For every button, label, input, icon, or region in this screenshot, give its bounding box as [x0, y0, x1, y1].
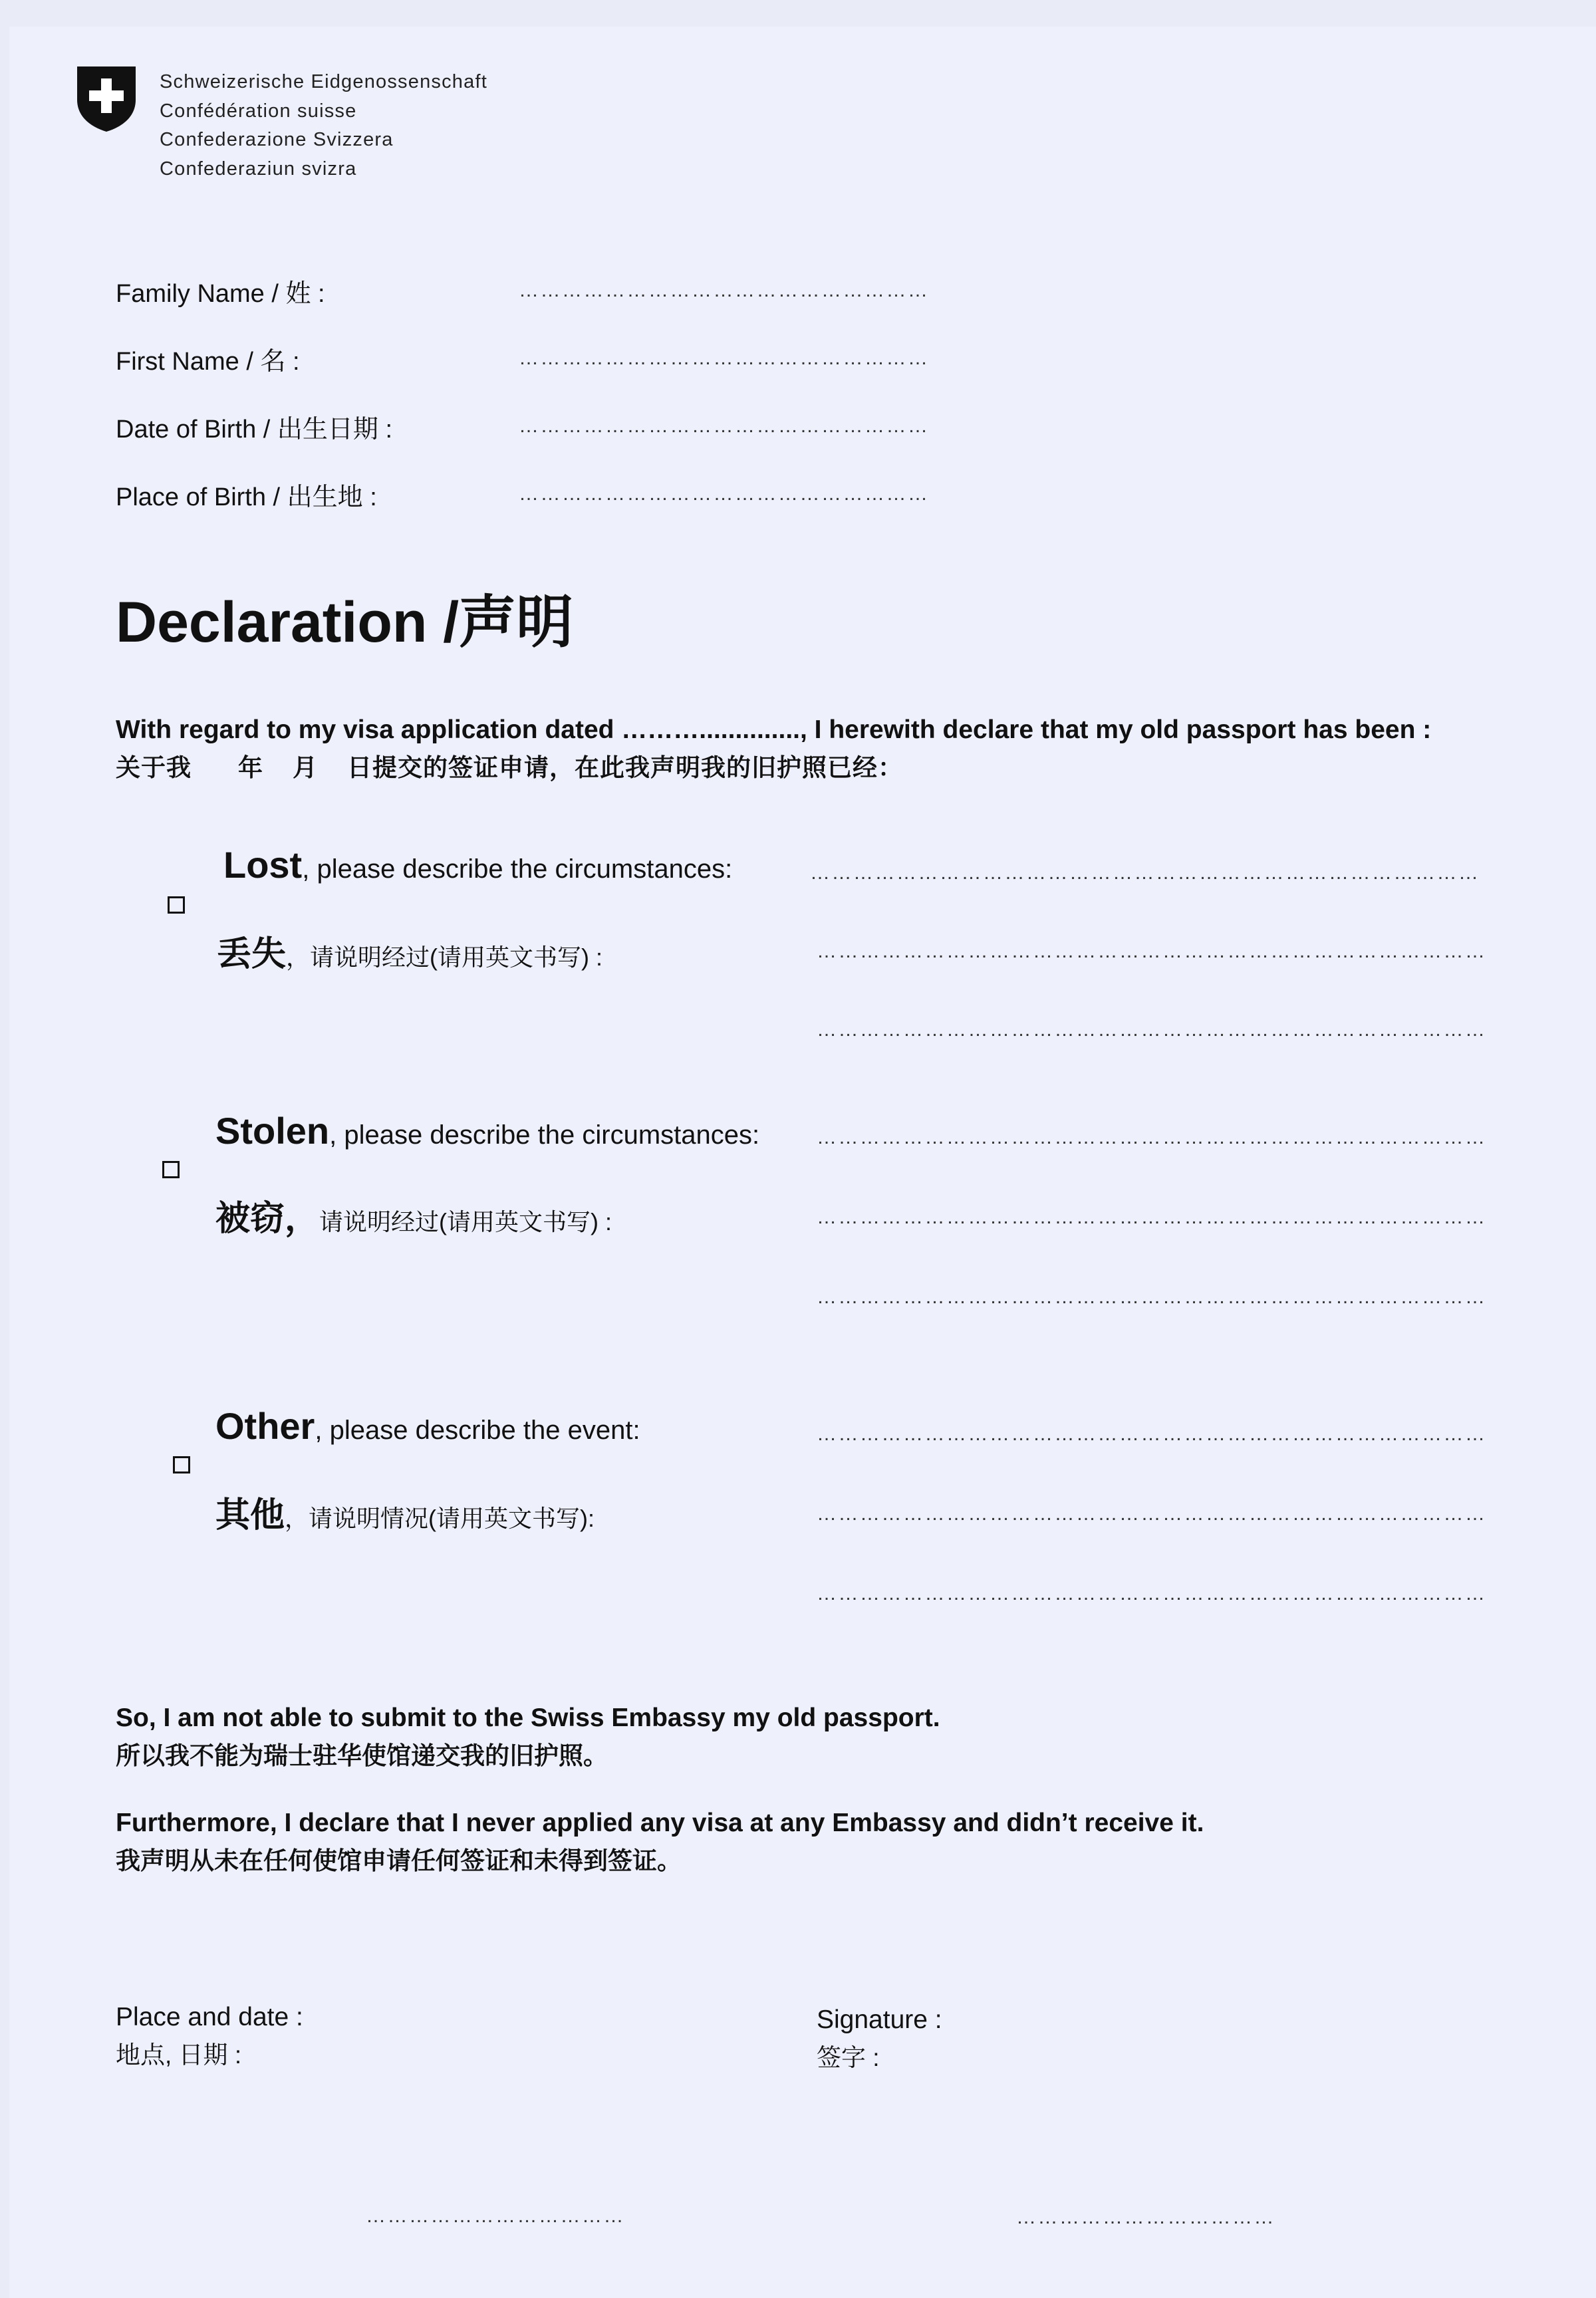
stolen-answer-line-3[interactable]: …………………………………………………………………………………	[817, 1286, 1487, 1308]
confederation-line-rm: Confederaziun svizra	[160, 158, 357, 180]
other-option-label	[215, 1404, 640, 1448]
confederation-line-it: Confederazione Svizzera	[160, 129, 394, 150]
lost-checkbox[interactable]	[168, 896, 185, 914]
place-date-line[interactable]: ………………………………	[366, 2205, 625, 2227]
signature-line[interactable]: ………………………………	[1016, 2206, 1275, 2228]
date-of-birth-label: Date of Birth / 出生日期 :	[116, 416, 392, 444]
other-word: Other	[215, 1405, 315, 1447]
stolen-word-cn: 被窃，	[215, 1199, 320, 1239]
swiss-shield-emblem	[76, 65, 137, 133]
signature-label-cn: 签字 :	[817, 2044, 880, 2071]
lost-answer-line-1[interactable]: …………………………………………………………………………………	[810, 862, 1480, 884]
lost-answer-line-3[interactable]: …………………………………………………………………………………	[817, 1019, 1487, 1041]
other-word-cn: 其他	[215, 1495, 285, 1535]
place-of-birth-label: Place of Birth / 出生地 :	[116, 483, 377, 511]
other-answer-line-2[interactable]: …………………………………………………………………………………	[817, 1503, 1487, 1525]
first-name-line[interactable]: …………………………………………………	[519, 347, 930, 369]
intro-statement-cn	[116, 747, 903, 783]
stolen-word: Stolen	[215, 1110, 330, 1152]
place-date-label: Place and date :	[116, 2003, 303, 2031]
intro-cn-part-4: 日提交的签证申请，在此我声明我的旧护照已经：	[347, 754, 903, 781]
other-answer-line-3[interactable]: …………………………………………………………………………………	[817, 1583, 1487, 1604]
other-option-label-cn	[215, 1487, 595, 1537]
date-of-birth-line[interactable]: …………………………………………………	[519, 415, 930, 437]
stolen-answer-line-2[interactable]: …………………………………………………………………………………	[817, 1206, 1487, 1228]
place-date-label-cn: 地点, 日期 :	[116, 2041, 242, 2069]
statement-1-en: So, I am not able to submit to the Swiss Embassy my old passport.	[116, 1704, 940, 1732]
lost-option-label	[223, 843, 732, 886]
other-checkbox[interactable]	[173, 1456, 190, 1473]
confederation-line-de: Schweizerische Eidgenossenschaft	[160, 71, 487, 92]
confederation-names	[160, 68, 487, 184]
lost-option-label-cn	[217, 926, 602, 975]
intro-cn-part-1: 关于我	[116, 754, 192, 781]
signature-label: Signature :	[817, 2005, 942, 2034]
intro-cn-part-2: 年	[238, 754, 263, 781]
intro-cn-part-3: 月	[293, 754, 318, 781]
place-of-birth-line[interactable]: …………………………………………………	[519, 483, 930, 505]
other-prompt: , please describe the event:	[315, 1416, 640, 1445]
lost-prompt: , please describe the circumstances:	[302, 854, 733, 884]
stolen-prompt-cn: 请说明经过(请用英文书写) :	[319, 1208, 612, 1235]
family-name-label: Family Name / 姓 :	[116, 280, 325, 308]
stolen-option-label-cn	[215, 1190, 612, 1240]
confederation-line-fr: Confédération suisse	[160, 100, 357, 122]
declaration-title: Declaration /声明	[116, 590, 574, 654]
family-name-line[interactable]: …………………………………………………	[519, 279, 930, 301]
first-name-label: First Name / 名 :	[116, 348, 300, 376]
statement-1-cn: 所以我不能为瑞士驻华使馆递交我的旧护照。	[116, 1742, 608, 1769]
statement-2-en: Furthermore, I declare that I never applied any visa at any Embassy and didn’t receive it.	[116, 1809, 1204, 1837]
stolen-prompt: , please describe the circumstances:	[329, 1120, 760, 1150]
other-prompt-cn: ，请说明情况(请用英文书写):	[285, 1505, 595, 1532]
statement-2-cn: 我声明从未在任何使馆申请任何签证和未得到签证。	[116, 1847, 682, 1874]
intro-statement-en: With regard to my visa application dated ……….............., I herewith declare that my old passport has been :	[116, 715, 1432, 744]
lost-answer-line-2[interactable]: …………………………………………………………………………………	[817, 940, 1487, 962]
lost-word-cn: 丢失	[217, 934, 287, 974]
lost-word: Lost	[223, 844, 303, 886]
lost-prompt-cn: ，请说明经过(请用英文书写) :	[286, 944, 602, 971]
stolen-checkbox[interactable]	[162, 1161, 180, 1178]
stolen-option-label	[215, 1109, 759, 1152]
other-answer-line-1[interactable]: …………………………………………………………………………………	[817, 1423, 1487, 1445]
stolen-answer-line-1[interactable]: …………………………………………………………………………………	[817, 1126, 1487, 1148]
